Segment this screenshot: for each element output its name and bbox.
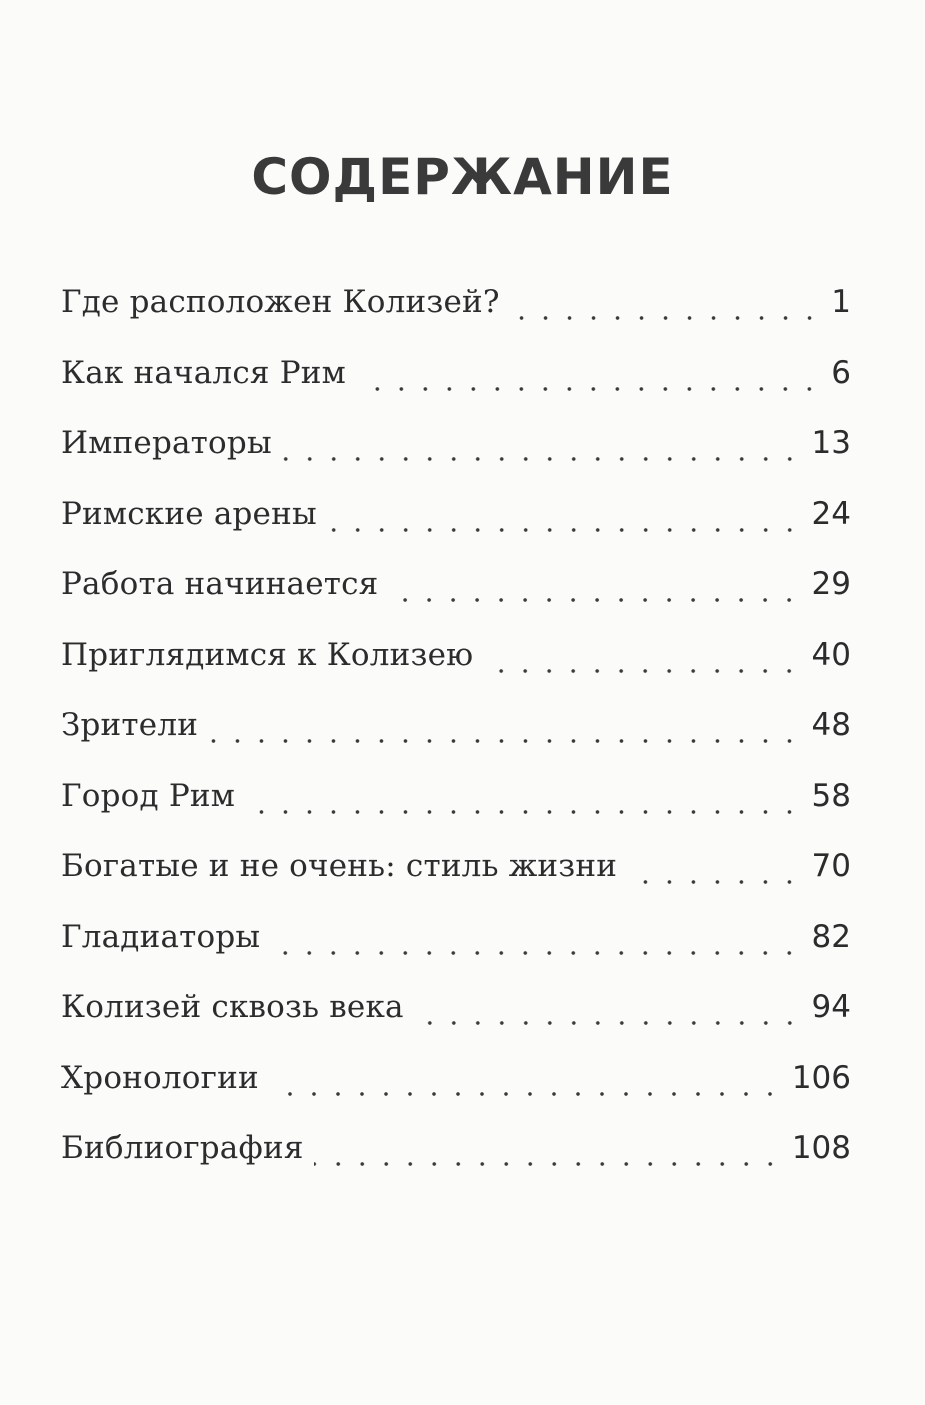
toc-entry-title: Хронологии (61, 1059, 259, 1096)
toc-entry-title: Богатые и не очень: стиль жизни (61, 848, 618, 884)
dot-leader (510, 316, 822, 320)
toc-entry (61, 484, 851, 555)
toc-entry (61, 766, 851, 837)
dot-leader (627, 880, 801, 884)
dot-leader (208, 739, 801, 743)
toc-entry (61, 977, 851, 1048)
toc-entry (61, 1048, 851, 1119)
toc-entry-page: 108 (791, 1130, 851, 1166)
dot-leader (327, 528, 802, 532)
toc-entry (61, 413, 851, 484)
toc-entry-page: 58 (811, 777, 851, 814)
toc-entry-title: Работа начинается (61, 566, 379, 602)
dot-leader (245, 810, 801, 814)
toc-entry (61, 1118, 851, 1189)
dot-leader (356, 387, 821, 391)
toc-entry-page: 1 (831, 284, 851, 320)
toc-entry-page: 48 (811, 707, 851, 743)
toc-entry (61, 907, 851, 978)
dot-leader (282, 457, 802, 461)
toc-entry (61, 343, 851, 414)
table-of-contents (61, 272, 851, 1189)
toc-entry-title: Колизей сквозь века (61, 989, 404, 1025)
toc-entry (61, 272, 851, 343)
toc-entry-title: Приглядимся к Колизею (61, 636, 474, 673)
toc-entry-title: Императоры (61, 425, 272, 461)
toc-entry-page: 82 (811, 918, 851, 955)
toc-entry-page: 106 (791, 1059, 851, 1096)
toc-entry-title: Римские арены (61, 495, 317, 532)
toc-entry-page: 24 (811, 495, 851, 532)
dot-leader (269, 1092, 782, 1096)
toc-entry (61, 695, 851, 766)
toc-entry-page: 13 (811, 425, 851, 461)
toc-entry-page: 40 (811, 636, 851, 673)
toc-entry-title: Зрители (61, 707, 199, 743)
dot-leader (314, 1162, 782, 1166)
toc-entry-title: Гладиаторы (61, 918, 261, 955)
page-title: СОДЕРЖАНИЕ (251, 148, 674, 206)
dot-leader (483, 669, 801, 673)
toc-entry-page: 94 (811, 989, 851, 1025)
dot-leader (270, 951, 801, 955)
toc-entry-page: 70 (811, 848, 851, 884)
dot-leader (414, 1021, 802, 1025)
toc-entry-title: Где расположен Колизей? (61, 284, 500, 320)
dot-leader (388, 598, 801, 602)
toc-entry-title: Библиография (61, 1130, 304, 1166)
toc-entry (61, 625, 851, 696)
toc-entry (61, 836, 851, 907)
toc-entry-title: Город Рим (61, 777, 236, 814)
toc-entry-page: 6 (831, 354, 851, 391)
toc-entry-page: 29 (811, 566, 851, 602)
toc-entry (61, 554, 851, 625)
toc-entry-title: Как начался Рим (61, 354, 346, 391)
